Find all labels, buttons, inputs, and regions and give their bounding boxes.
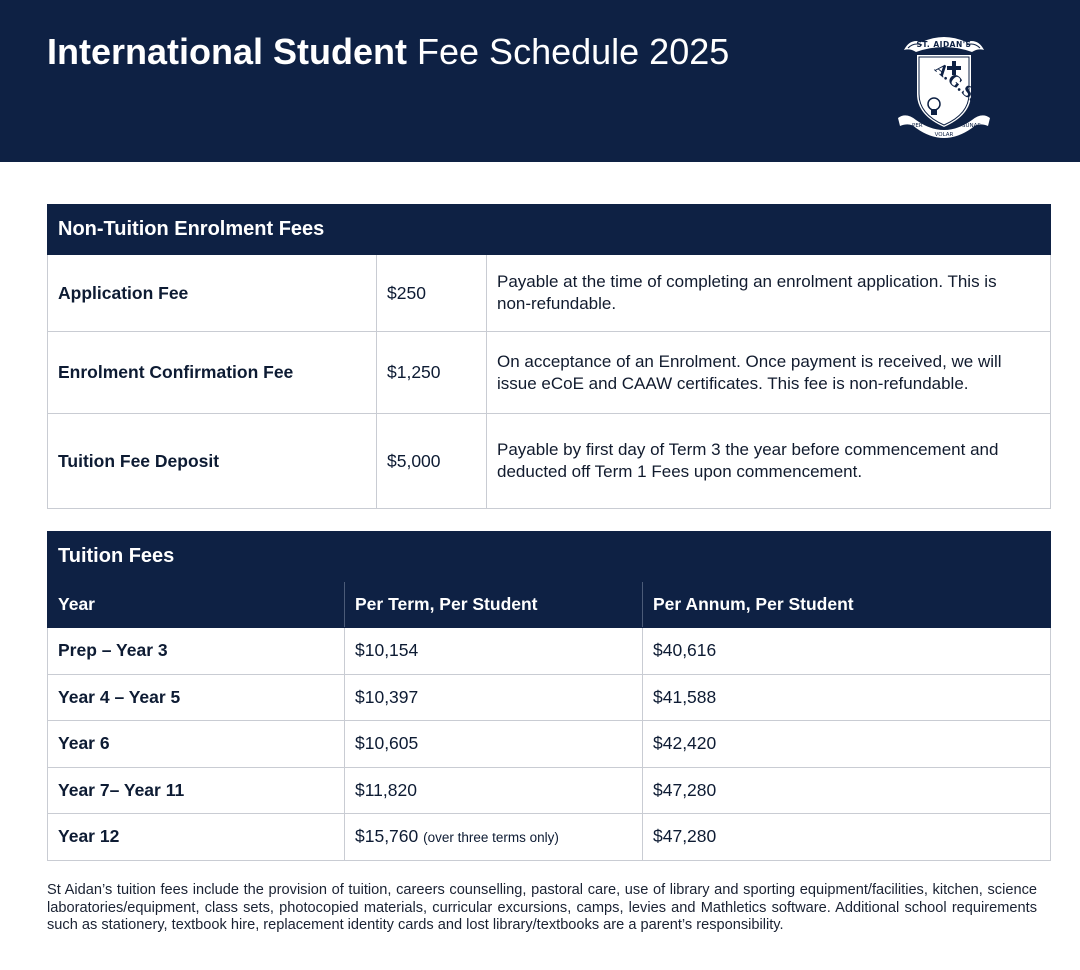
fee-description-line: deducted off Term 1 Fees upon commencement. (497, 462, 863, 481)
fee-description-line: Payable at the time of completing an enrolment application. This is (497, 272, 997, 291)
svg-text:VOLAR: VOLAR (934, 132, 954, 138)
year-cell: Year 7– Year 11 (48, 767, 345, 814)
non-tuition-title: Non-Tuition Enrolment Fees (48, 205, 1051, 255)
fees-footnote: St Aidan’s tuition fees include the provision of tuition, careers counselling, pastoral care, use of library and sporting equipment/facilities, kitchen, science laboratories/equipment, class sets, photocopied materials, curricular excursions, camps, levies and Mathletics software. Additional school requirements such as stationery, textbook hire, replacement identity cards and lost library/textbooks are a parent’s responsibility. (47, 882, 1037, 933)
fee-row (48, 332, 1051, 414)
school-crest-logo (892, 30, 996, 142)
fee-amount: $1,250 (377, 332, 487, 414)
column-header-year: Year (48, 582, 345, 628)
fee-description-line: Payable by first day of Term 3 the year before commencement and (497, 440, 999, 459)
per-term-value: $10,605 (355, 733, 419, 754)
non-tuition-fees-table (47, 204, 1051, 509)
fee-description-line: issue eCoE and CAAW certificates. This fee is non-refundable. (497, 373, 969, 393)
year-cell: Year 4 – Year 5 (48, 674, 345, 721)
fee-description (487, 255, 1051, 332)
per-term-value: $10,397 (355, 686, 419, 707)
per-annum-cell: $40,616 (643, 628, 1051, 675)
per-term-note: (over three terms only) (423, 830, 559, 846)
per-annum-cell: $42,420 (643, 721, 1051, 768)
per-term-value: $10,154 (355, 640, 419, 661)
year-cell: Prep – Year 3 (48, 628, 345, 675)
fee-row (48, 414, 1051, 509)
fee-amount: $5,000 (377, 414, 487, 509)
per-annum-cell: $47,280 (643, 767, 1051, 814)
column-header-per-term: Per Term, Per Student (345, 582, 643, 628)
fee-description-line: non-refundable. (497, 294, 617, 313)
year-cell: Year 12 (48, 814, 345, 861)
per-term-value: $11,820 (355, 779, 417, 800)
fee-label: Application Fee (48, 255, 377, 332)
fee-amount: $250 (377, 255, 487, 332)
per-term-cell (345, 767, 643, 814)
table-row (48, 814, 1051, 861)
column-header-row (48, 582, 1051, 628)
table-row (48, 721, 1051, 768)
fee-row (48, 255, 1051, 332)
svg-text:SUNAS: SUNAS (962, 123, 981, 129)
fee-description (487, 332, 1051, 414)
per-term-value: $15,760 (355, 826, 419, 847)
svg-text:ST. AIDAN'S: ST. AIDAN'S (916, 40, 972, 49)
page-title (47, 30, 729, 74)
per-term-cell (345, 721, 643, 768)
title-bold: International Student (47, 31, 407, 72)
fee-label: Enrolment Confirmation Fee (48, 332, 377, 414)
column-header-per-annum: Per Annum, Per Student (643, 582, 1051, 628)
fee-description (487, 414, 1051, 509)
svg-text:A.G.S.: A.G.S. (931, 59, 982, 106)
title-light: Fee Schedule 2025 (417, 31, 730, 72)
svg-text:PER: PER (912, 123, 923, 129)
fee-label: Tuition Fee Deposit (48, 414, 377, 509)
section-header (48, 205, 1051, 255)
table-row (48, 628, 1051, 675)
section-header (48, 532, 1051, 582)
per-term-cell (345, 674, 643, 721)
per-term-cell (345, 628, 643, 675)
tuition-fees-table (47, 531, 1051, 861)
header-banner (0, 0, 1080, 162)
table-row (48, 674, 1051, 721)
table-row (48, 767, 1051, 814)
per-annum-cell: $41,588 (643, 674, 1051, 721)
tuition-title: Tuition Fees (48, 532, 1051, 582)
per-annum-cell: $47,280 (643, 814, 1051, 861)
fee-description-line: On acceptance of an Enrolment. Once payment is received, we will (497, 351, 1002, 371)
per-term-cell (345, 814, 643, 861)
year-cell: Year 6 (48, 721, 345, 768)
